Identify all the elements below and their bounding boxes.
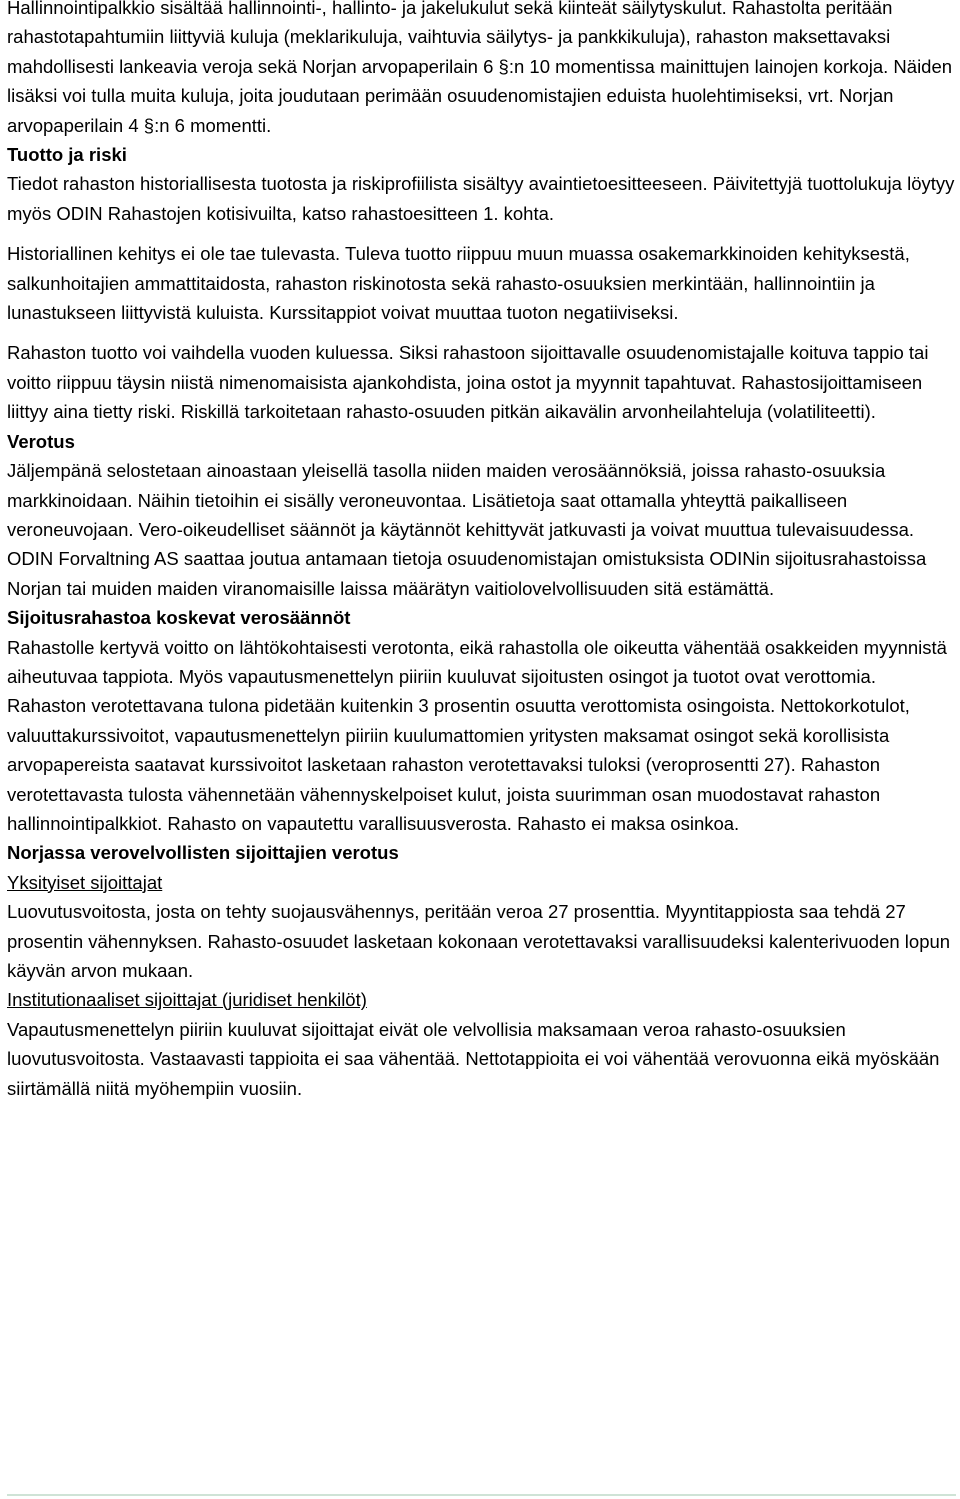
subheading-yksityiset: Yksityiset sijoittajat — [7, 871, 163, 893]
section-heading-norjassa: Norjassa verovelvollisten sijoittajien verotus — [7, 842, 399, 864]
section-heading-sijoitusrahasto: Sijoitusrahastoa koskevat verosäännöt — [7, 607, 351, 629]
intro-paragraph: Hallinnointipalkkio sisältää hallinnointi-, hallinto- ja jakelukulut sekä kiinteät säilytyskulut. Rahastolta peritään rahastotapahtumiin liittyviä kuluja (meklarikuluja, vaihtuvia säilytys- ja pankkikuluja), rahaston maksettavaksi mahdollisesti lankeavia veroja sekä Norjan arvopaperilain 6 §:n 10 momentissa mainittujen lainojen korkoja. Näiden lisäksi voi tulla muita kuluja, joita joudutaan perimään osuudenomistajien eduista huolehtimiseksi, vrt. Norjan arvopaperilain 4 §:n 6 momentti. — [7, 0, 953, 136]
sijoitusrahasto-paragraph: Rahastolle kertyvä voitto on lähtökohtaisesti verotonta, eikä rahastolla ole oikeutta vähentää osakkeiden myynnistä aiheutuvaa tappiota. Myös vapautusmenettelyn piiriin kuuluvat sijoitusten osingot ja tuotot ovat verottomia. Rahaston verotettavana tulona pidetään kuitenkin 3 prosentin osuutta verottomista osingoista. Nettokorkotulot, valuuttakurssivoitot, vapautusmenettelyn piiriin kuulumattomien yritysten maksamat osingot sekä korollisista arvopapereista saatavat kurssivoitot lasketaan rahaston verotettavaksi tuloksi (veroprosentti 27). Rahaston verotettavasta tulosta vähennetään vähennyskelpoiset kulut, joista suurimman osan muodostavat rahaston hallinnointipalkkiot. Rahasto on vapautettu varallisuusverosta. Rahasto ei maksa osinkoa. — [7, 636, 947, 834]
section-heading-verotus: Verotus — [7, 430, 75, 452]
yksityiset-paragraph: Luovutusvoitosta, josta on tehty suojausvähennys, peritään veroa 27 prosenttia. Myyntitappiosta saa tehdä 27 prosentin vähennyksen. Rahasto-osuudet lasketaan kokonaan verotettavaksi varallisuudeksi kalenterivuoden lopun käyvän arvon mukaan. — [7, 901, 951, 981]
section-heading-tuotto-ja-riski: Tuotto ja riski — [7, 144, 127, 166]
document-page — [7, 0, 957, 1103]
tuotto-paragraph-3: Rahaston tuotto voi vaihdella vuoden kuluessa. Siksi rahastoon sijoittavalle osuudenomistajalle koituva tappio tai voitto riippuu täysin niistä nimenomaisista ajankohdista, joina ostot ja myynnit tapahtuvat. Rahastosijoittamiseen liittyy aina tietty riski. Riskillä tarkoitetaan rahasto-osuuden pitkän aikavälin arvonheilahteluja (volatiliteetti). — [7, 342, 929, 423]
institutionaaliset-paragraph: Vapautusmenettelyn piiriin kuuluvat sijoittajat eivät ole velvollisia maksamaan veroa rahasto-osuuksien luovutusvoitosta. Vastaavasti tappioita ei saa vähentää. Nettotappioita ei voi vähentää verovuonna eikä myöskään siirtämällä niitä myöhempiin vuosiin. — [7, 1018, 940, 1099]
footer-divider — [7, 1494, 956, 1496]
tuotto-paragraph-2: Historiallinen kehitys ei ole tae tulevasta. Tuleva tuotto riippuu muun muassa osakemarkkinoiden kehityksestä, salkunhoitajien ammattitaidosta, rahaston riskinotosta sekä rahasto-osuuksien merkintään, hallinnointiin ja lunastukseen liittyvistä kuluista. Kurssitappiot voivat muuttaa tuoton negatiiviseksi. — [7, 243, 910, 324]
subheading-institutionaaliset: Institutionaaliset sijoittajat (juridiset henkilöt) — [7, 989, 367, 1011]
verotus-paragraph: Jäljempänä selostetaan ainoastaan yleisellä tasolla niiden maiden verosäännöksiä, joissa rahasto-osuuksia markkinoidaan. Näihin tietoihin ei sisälly veroneuvontaa. Lisätietoja saat ottamalla yhteyttä paikalliseen veroneuvojaan. Vero-oikeudelliset säännöt ja käytännöt kehittyvät jatkuvasti ja voivat muuttua tulevaisuudessa. ODIN Forvaltning AS saattaa joutua antamaan tietoja osuudenomistajan omistuksista ODINin sijoitusrahastoissa Norjan tai muiden maiden viranomaisille laissa määrätyn vaitiolovelvollisuuden sitä estämättä. — [7, 460, 927, 599]
tuotto-paragraph-1: Tiedot rahaston historiallisesta tuotosta ja riskiprofiilista sisältyy avaintietoesitteeseen. Päivitettyjä tuottolukuja löytyy myös ODIN Rahastojen kotisivuilta, katso rahastoesitteen 1. kohta. — [7, 173, 955, 224]
